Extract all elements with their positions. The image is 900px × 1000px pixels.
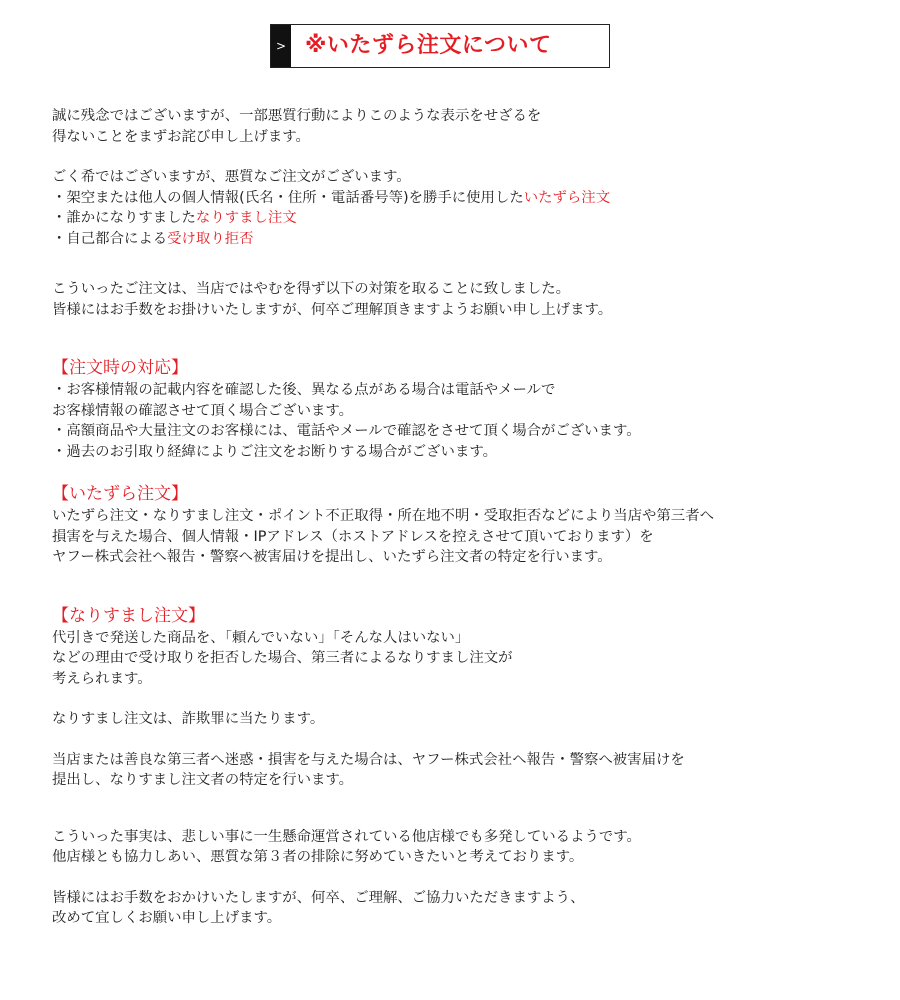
section-line: ・高額商品や大量注文のお客様には、電話やメールで確認をさせて頂く場合がございます。 — [52, 423, 641, 439]
measures-line: 皆様にはお手数をお掛けいたしますが、何卒ご理解頂きますようお願い申し上げます。 — [52, 301, 613, 318]
cases-paragraph — [52, 167, 882, 249]
case-item-text: ・架空または他人の個人情報(氏名・住所・電話番号等)を勝手に使用した — [52, 189, 524, 206]
page-title: ※いたずら注文について — [305, 33, 552, 58]
section-line: 代引きで発送した商品を、「頼んでいない」「そんな人はいない」 — [52, 629, 470, 646]
intro-line: 得ないことをまずお詫び申し上げます。 — [52, 128, 310, 145]
section-line: お客様情報の確認させて頂く場合ございます。 — [52, 402, 354, 419]
fraud-statement: なりすまし注文は、詐欺罪に当たります。 — [52, 711, 325, 727]
section-impersonation-order — [52, 604, 882, 791]
measures-line: こういったご注文は、当店ではやむを得ず以下の対策を取ることに致しました。 — [52, 281, 571, 297]
section-line: いたずら注文・なりすまし注文・ポイント不正取得・所在地不明・受取拒否などにより当店や第三者へ — [52, 508, 714, 524]
case-item-prank — [52, 188, 882, 209]
section-heading: 【なりすまし注文】 — [52, 605, 205, 626]
section-line: 当店または善良な第三者へ迷惑・損害を与えた場合は、ヤフー株式会社へ報告・警察へ被害届けを — [52, 751, 685, 768]
section-line: ・過去のお引取り経緯によりご注文をお断りする場合がございます。 — [52, 443, 497, 460]
section-order-response — [52, 356, 882, 462]
intro-line: 誠に残念ではございますが、一部悪質行動によりこのような表示をせざるを — [52, 108, 542, 124]
closing-line: 他店様とも協力しあい、悪質な第３者の排除に努めていきたいと考えております。 — [52, 849, 584, 865]
closing-paragraph — [52, 827, 882, 929]
notice-content — [52, 106, 882, 929]
section-heading: 【注文時の対応】 — [52, 358, 188, 378]
closing-line: こういった事実は、悲しい事に一生懸命運営されている他店様でも多発しているようです。 — [52, 828, 641, 845]
page-title-box — [270, 24, 610, 68]
section-line: などの理由で受け取りを拒否した場合、第三者によるなりすまし注文が — [52, 650, 513, 666]
section-line: 提出し、なりすまし注文者の特定を行います。 — [52, 772, 354, 788]
case-item-refusal — [52, 229, 882, 250]
section-line: ヤフー株式会社へ報告・警察へ被害届けを提出し、いたずら注文者の特定を行います。 — [52, 549, 612, 565]
case-item-text: ・誰かになりすました — [52, 210, 196, 226]
cases-lead: ごく希ではございますが、悪質なご注文がございます。 — [52, 169, 411, 185]
case-item-emphasis: なりすまし注文 — [195, 210, 297, 226]
case-item-impersonation — [52, 208, 882, 229]
section-line: 損害を与えた場合、個人情報・IPアドレス（ホストアドレスを控えさせて頂いております）を — [52, 528, 654, 545]
intro-paragraph — [52, 106, 882, 147]
case-item-emphasis: 受け取り拒否 — [167, 230, 254, 247]
arrow-icon: > — [271, 25, 291, 67]
closing-line: 改めて宜しくお願い申し上げます。 — [52, 910, 282, 926]
section-line: 考えられます。 — [52, 670, 152, 687]
case-item-text: ・自己都合による — [52, 230, 168, 247]
section-heading: 【いたずら注文】 — [52, 484, 188, 504]
closing-line: 皆様にはお手数をおかけいたしますが、何卒、ご理解、ご協力いただきますよう、 — [52, 889, 585, 906]
section-line: ・お客様情報の記載内容を確認した後、異なる点がある場合は電話やメールで — [52, 382, 556, 398]
case-item-emphasis: いたずら注文 — [523, 189, 611, 206]
measures-paragraph — [52, 279, 882, 320]
section-prank-order — [52, 482, 882, 568]
